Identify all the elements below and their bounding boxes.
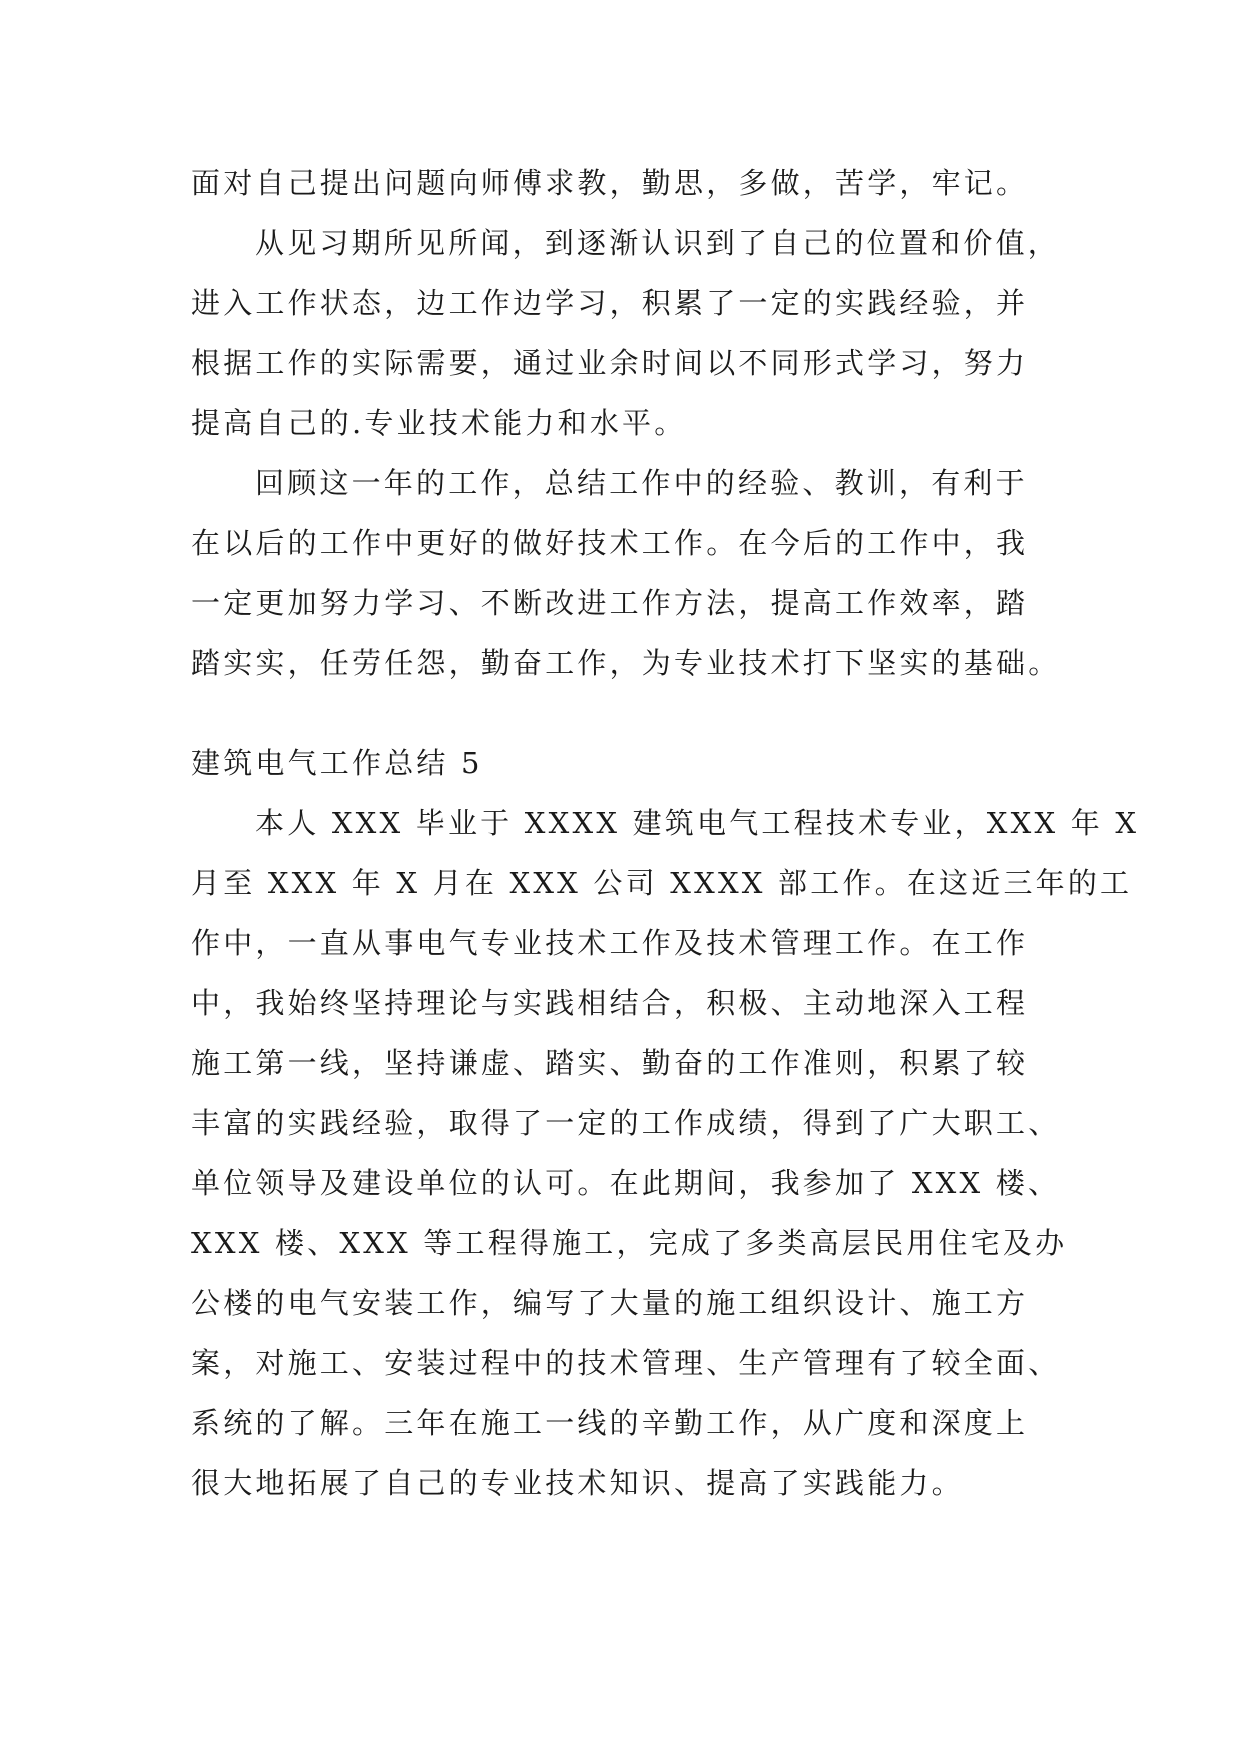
text-line: 踏实实，任劳任怨，勤奋工作，为专业技术打下坚实的基础。 — [191, 646, 1061, 680]
text-line: 作中，一直从事电气专业技术工作及技术管理工作。在工作 — [191, 926, 1029, 960]
text-line: 系统的了解。三年在施工一线的辛勤工作，从广度和深度上 — [191, 1406, 1029, 1440]
text-line: 进入工作状态，边工作边学习，积累了一定的实践经验，并 — [191, 286, 1029, 320]
text-line: 月至 XXX 年 X 月在 XXX 公司 XXXX 部工作。在这近三年的工 — [191, 866, 1133, 900]
text-line: 从见习期所见所闻，到逐渐认识到了自己的位置和价值， — [255, 226, 1061, 260]
text-line: 施工第一线，坚持谦虚、踏实、勤奋的工作准则，积累了较 — [191, 1046, 1029, 1080]
text-line: 中，我始终坚持理论与实践相结合，积极、主动地深入工程 — [191, 986, 1029, 1020]
text-line: 公楼的电气安装工作，编写了大量的施工组织设计、施工方 — [191, 1286, 1029, 1320]
text-line: 本人 XXX 毕业于 XXXX 建筑电气工程技术专业，XXX 年 X — [255, 806, 1140, 840]
text-line: 提高自己的.专业技术能力和水平。 — [191, 406, 687, 440]
text-line: XXX 楼、XXX 等工程得施工，完成了多类高层民用住宅及办 — [191, 1226, 1068, 1260]
text-line: 根据工作的实际需要，通过业余时间以不同形式学习，努力 — [191, 346, 1029, 380]
text-line: 案，对施工、安装过程中的技术管理、生产管理有了较全面、 — [191, 1346, 1061, 1380]
text-line: 一定更加努力学习、不断改进工作方法，提高工作效率，踏 — [191, 586, 1029, 620]
text-line: 单位领导及建设单位的认可。在此期间，我参加了 XXX 楼、 — [191, 1166, 1061, 1200]
section-heading: 建筑电气工作总结 5 — [191, 746, 483, 780]
text-line: 丰富的实践经验，取得了一定的工作成绩，得到了广大职工、 — [191, 1106, 1061, 1140]
text-line: 回顾这一年的工作，总结工作中的经验、教训，有利于 — [255, 466, 1028, 500]
text-line: 面对自己提出问题向师傅求教，勤思，多做，苦学，牢记。 — [191, 166, 1029, 200]
text-line: 在以后的工作中更好的做好技术工作。在今后的工作中，我 — [191, 526, 1029, 560]
text-line: 很大地拓展了自己的专业技术知识、提高了实践能力。 — [191, 1466, 964, 1500]
